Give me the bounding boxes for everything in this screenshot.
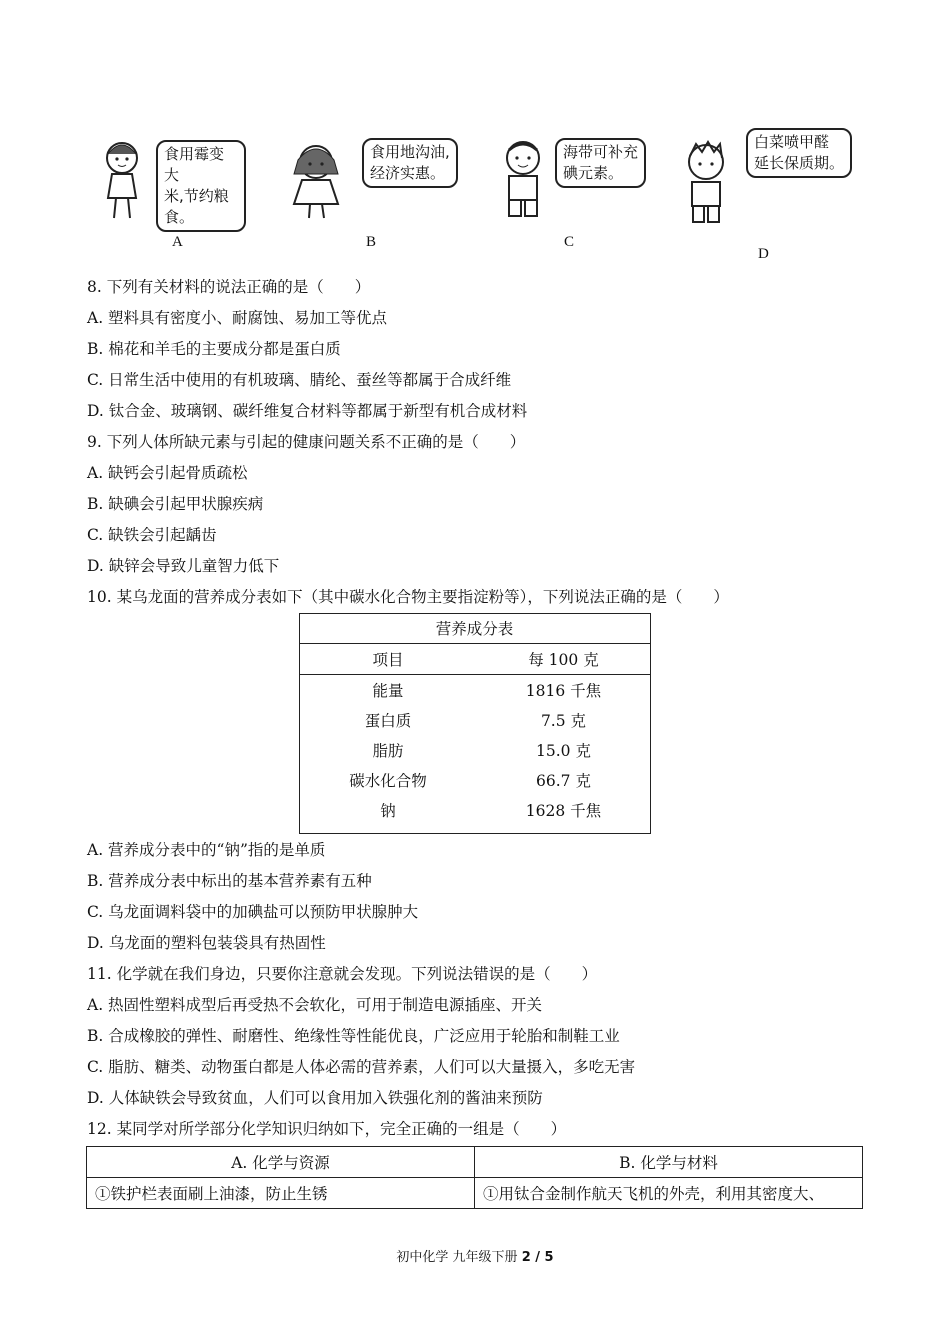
- nutrition-item: 钠: [380, 802, 396, 820]
- q11-stem: 11. 化学就在我们身边，只要你注意就会发现。下列说法错误的是（ ）: [87, 965, 598, 983]
- q9-stem: 9. 下列人体所缺元素与引起的健康问题关系不正确的是（ ）: [87, 433, 526, 451]
- girl-illustration: [284, 134, 354, 224]
- q9-option-d: D. 缺锌会导致儿童智力低下: [87, 557, 280, 575]
- boy-illustration: [678, 132, 738, 228]
- q8-option-a: A. 塑料具有密度小、耐腐蚀、易加工等优点: [87, 309, 388, 327]
- page-footer: [0, 1246, 950, 1265]
- nutrition-header-per100g: 每 100 克: [477, 644, 650, 675]
- q11-option-c: C. 脂肪、糖类、动物蛋白都是人体必需的营养素，人们可以大量摄入，多吃无害: [87, 1058, 636, 1076]
- q12-cell-b1: ①用钛合金制作航天飞机的外壳，利用其密度大、: [475, 1178, 863, 1209]
- nutrition-value: 7.5 克: [540, 712, 587, 730]
- page-number: 2 / 5: [521, 1250, 554, 1265]
- figure-c: [495, 128, 675, 224]
- figure-d: [678, 128, 863, 224]
- nutrition-item: 脂肪: [372, 742, 404, 760]
- q12-cell-a1: ①铁护栏表面刷上油漆，防止生锈: [87, 1178, 475, 1209]
- q8-option-b: B. 棉花和羊毛的主要成分都是蛋白质: [87, 340, 341, 358]
- nutrition-table: [299, 613, 650, 825]
- figure-label-c: C: [564, 234, 575, 250]
- nutrition-value: 1816 千焦: [525, 682, 602, 700]
- q12-table: [86, 1146, 863, 1209]
- footer-course: 初中化学 九年级下册: [396, 1250, 522, 1265]
- table-row: [299, 705, 650, 735]
- speech-bubble-d: 白菜喷甲醛 延长保质期。: [746, 128, 852, 178]
- q11-option-b: B. 合成橡胶的弹性、耐磨性、绝缘性等性能优良，广泛应用于轮胎和制鞋工业: [87, 1027, 620, 1045]
- nutrition-value: 66.7 克: [536, 772, 591, 790]
- table-row: [299, 765, 650, 795]
- table-row: [299, 675, 650, 706]
- speech-bubble-a: 食用霉变大 米,节约粮食。: [156, 140, 246, 232]
- q12-header-b: B. 化学与材料: [475, 1147, 863, 1178]
- q10-option-d: D. 乌龙面的塑料包装袋具有热固性: [87, 934, 326, 952]
- q10-option-c: C. 乌龙面调料袋中的加碘盐可以预防甲状腺肿大: [87, 903, 419, 921]
- q8-stem: 8. 下列有关材料的说法正确的是（ ）: [87, 278, 371, 296]
- speech-bubble-b: 食用地沟油, 经济实惠。: [362, 138, 458, 188]
- q8-option-c: C. 日常生活中使用的有机玻璃、腈纶、蚕丝等都属于合成纤维: [87, 371, 512, 389]
- figure-b: [284, 128, 474, 224]
- nutrition-value: 15.0 克: [536, 742, 591, 760]
- table-row: [87, 1178, 863, 1209]
- q8-option-d: D. 钛合金、玻璃钢、碳纤维复合材料等都属于新型有机合成材料: [87, 402, 528, 420]
- q9-option-b: B. 缺碘会引起甲状腺疾病: [87, 495, 264, 513]
- table-row: [299, 735, 650, 765]
- nutrition-item: 蛋白质: [364, 712, 412, 730]
- q9-option-a: A. 缺钙会引起骨质疏松: [87, 464, 248, 482]
- q11-option-a: A. 热固性塑料成型后再受热不会软化，可用于制造电源插座、开关: [87, 996, 543, 1014]
- speech-bubble-c: 海带可补充 碘元素。: [555, 138, 646, 188]
- boy-illustration: [495, 134, 555, 226]
- nutrition-header-item: 项目: [299, 644, 477, 675]
- figure-label-a: A: [172, 234, 183, 250]
- nutrition-item: 能量: [372, 682, 404, 700]
- q10-option-a: A. 营养成分表中的“钠”指的是单质: [87, 841, 326, 859]
- girl-illustration: [96, 134, 156, 224]
- q10-option-b: B. 营养成分表中标出的基本营养素有五种: [87, 872, 372, 890]
- nutrition-table-title: 营养成分表: [299, 613, 650, 644]
- figure-label-d: D: [758, 246, 769, 262]
- q11-option-d: D. 人体缺铁会导致贫血，人们可以食用加入铁强化剂的酱油来预防: [87, 1089, 543, 1107]
- nutrition-item: 碳水化合物: [349, 772, 427, 790]
- table-row: [299, 795, 650, 825]
- q9-option-c: C. 缺铁会引起龋齿: [87, 526, 217, 544]
- figure-a: [96, 128, 246, 224]
- nutrition-value: 1628 千焦: [525, 802, 602, 820]
- figure-label-b: B: [366, 234, 377, 250]
- q12-header-a: A. 化学与资源: [87, 1147, 475, 1178]
- q12-stem: 12. 某同学对所学部分化学知识归纳如下，完全正确的一组是（ ）: [87, 1120, 567, 1138]
- q10-stem: 10. 某乌龙面的营养成分表如下（其中碳水化合物主要指淀粉等），下列说法正确的是（ ）: [87, 588, 729, 606]
